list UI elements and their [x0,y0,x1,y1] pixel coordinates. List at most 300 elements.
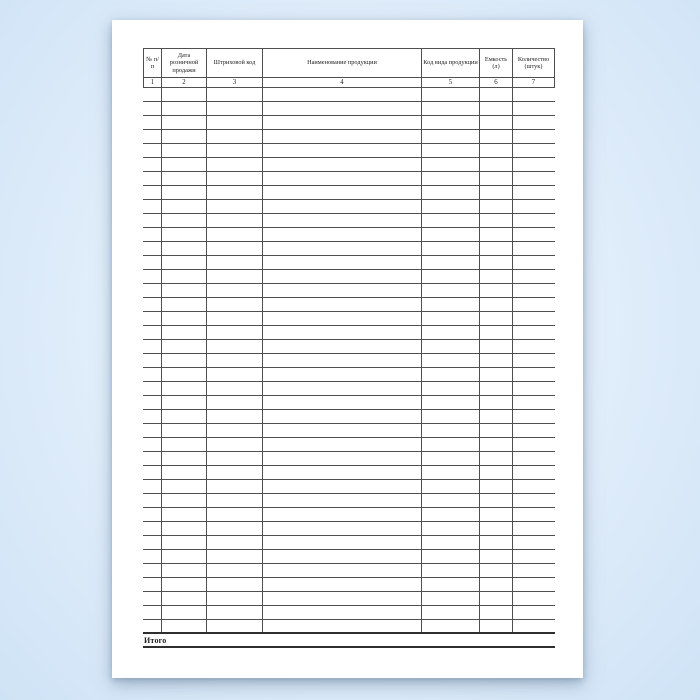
table-cell [143,494,162,507]
table-cell [513,578,555,591]
table-cell [162,522,207,535]
table-cell [143,144,162,157]
table-cell [513,480,555,493]
table-cell [513,284,555,297]
table-cell [162,284,207,297]
table-cell [207,130,263,143]
table-cell [162,592,207,605]
table-cell [513,424,555,437]
journal-form [143,48,555,648]
table-cell [480,214,513,227]
table-cell [143,620,162,632]
table-cell [263,494,422,507]
table-cell [422,592,480,605]
table-cell [422,340,480,353]
table-row [143,564,555,578]
table-cell [263,410,422,423]
table-cell [162,144,207,157]
table-cell [143,130,162,143]
table-cell [143,242,162,255]
table-cell [207,228,263,241]
table-cell [513,620,555,632]
table-row [143,116,555,130]
table-cell [162,620,207,632]
table-cell [143,480,162,493]
table-cell [143,256,162,269]
table-row [143,606,555,620]
column-header-product-code: Код вида продукции [422,48,480,78]
table-cell [162,536,207,549]
table-cell [422,508,480,521]
table-cell [480,466,513,479]
column-header-date: Дата розничной продажи [162,48,207,78]
table-cell [480,256,513,269]
table-cell [263,270,422,283]
table-cell [162,326,207,339]
column-header-product-name: Наименование продукции [263,48,422,78]
table-cell [207,382,263,395]
table-cell [143,340,162,353]
table-cell [513,340,555,353]
table-cell [143,200,162,213]
table-cell [513,214,555,227]
table-row [143,382,555,396]
table-cell [263,116,422,129]
table-row [143,172,555,186]
table-cell [422,326,480,339]
table-cell [207,242,263,255]
table-cell [162,508,207,521]
table-cell [422,158,480,171]
table-cell [513,410,555,423]
table-cell [422,256,480,269]
table-cell [143,88,162,101]
table-cell [143,326,162,339]
table-cell [513,102,555,115]
table-row [143,592,555,606]
table-cell [513,494,555,507]
table-cell [480,606,513,619]
table-row [143,522,555,536]
column-number: 6 [480,78,513,88]
table-cell [207,438,263,451]
table-cell [207,102,263,115]
table-cell [263,606,422,619]
table-cell [207,452,263,465]
table-cell [263,368,422,381]
table-cell [480,144,513,157]
table-cell [480,354,513,367]
table-cell [422,186,480,199]
table-cell [513,536,555,549]
table-cell [143,438,162,451]
table-row [143,186,555,200]
table-row [143,102,555,116]
column-header-capacity: Емкость (л) [480,48,513,78]
table-cell [513,550,555,563]
table-cell [162,368,207,381]
table-cell [480,172,513,185]
table-cell [263,564,422,577]
table-cell [162,564,207,577]
table-cell [263,592,422,605]
table-cell [143,158,162,171]
table-cell [143,550,162,563]
table-cell [207,424,263,437]
table-cell [162,340,207,353]
table-cell [263,200,422,213]
table-row [143,214,555,228]
table-cell [143,466,162,479]
table-row [143,312,555,326]
table-cell [263,620,422,632]
table-cell [207,144,263,157]
table-cell [143,578,162,591]
table-cell [207,368,263,381]
table-cell [207,340,263,353]
table-cell [207,326,263,339]
table-cell [162,578,207,591]
table-cell [422,550,480,563]
table-cell [480,284,513,297]
table-cell [422,312,480,325]
table-cell [162,200,207,213]
table-cell [422,564,480,577]
table-cell [143,592,162,605]
table-cell [513,256,555,269]
column-header-barcode: Штриховой код [207,48,263,78]
table-row [143,242,555,256]
table-cell [207,606,263,619]
table-cell [207,172,263,185]
table-cell [422,452,480,465]
table-cell [513,242,555,255]
table-cell [207,578,263,591]
table-cell [207,550,263,563]
table-cell [207,200,263,213]
table-cell [207,158,263,171]
table-cell [422,116,480,129]
table-cell [162,480,207,493]
table-cell [162,88,207,101]
table-cell [143,522,162,535]
table-cell [422,368,480,381]
table-cell [480,382,513,395]
table-cell [480,368,513,381]
table-cell [422,102,480,115]
table-cell [162,186,207,199]
table-cell [162,438,207,451]
table-cell [207,284,263,297]
table-cell [263,284,422,297]
table-row [143,158,555,172]
table-cell [263,354,422,367]
table-row [143,578,555,592]
table-cell [480,438,513,451]
column-number: 1 [143,78,162,88]
table-cell [143,172,162,185]
table-cell [263,172,422,185]
table-cell [263,144,422,157]
table-cell [263,452,422,465]
table-cell [422,466,480,479]
table-cell [422,242,480,255]
table-cell [263,214,422,227]
table-cell [207,592,263,605]
table-cell [263,480,422,493]
table-cell [480,578,513,591]
table-cell [422,606,480,619]
table-cell [513,116,555,129]
table-cell [513,298,555,311]
table-cell [143,298,162,311]
table-cell [422,144,480,157]
table-cell [162,494,207,507]
table-cell [480,494,513,507]
table-cell [480,158,513,171]
table-cell [263,340,422,353]
table-row [143,270,555,284]
table-cell [480,620,513,632]
table-row [143,144,555,158]
table-cell [263,550,422,563]
table-cell [263,256,422,269]
table-cell [143,368,162,381]
table-cell [207,214,263,227]
table-cell [422,214,480,227]
table-cell [513,466,555,479]
table-cell [207,116,263,129]
table-row [143,298,555,312]
table-cell [143,396,162,409]
table-cell [480,396,513,409]
table-cell [207,522,263,535]
table-row [143,424,555,438]
table-cell [422,298,480,311]
table-cell [263,396,422,409]
table-cell [422,438,480,451]
table-cell [513,228,555,241]
table-cell [263,382,422,395]
table-cell [480,298,513,311]
table-cell [143,186,162,199]
table-row [143,536,555,550]
table-body [143,88,555,634]
table-cell [513,564,555,577]
table-row [143,396,555,410]
table-cell [480,480,513,493]
table-row [143,200,555,214]
table-header-row [143,48,555,78]
table-cell [513,606,555,619]
table-row [143,340,555,354]
table-cell [513,312,555,325]
table-cell [143,536,162,549]
column-number: 2 [162,78,207,88]
table-cell [207,186,263,199]
table-cell [162,312,207,325]
table-cell [422,494,480,507]
table-cell [513,270,555,283]
table-cell [143,270,162,283]
table-row [143,452,555,466]
table-cell [207,88,263,101]
table-cell [480,536,513,549]
table-cell [263,242,422,255]
table-cell [513,172,555,185]
table-row [143,480,555,494]
table-cell [480,270,513,283]
table-cell [263,88,422,101]
table-cell [263,158,422,171]
table-row [143,130,555,144]
table-cell [207,256,263,269]
table-cell [480,102,513,115]
table-row [143,620,555,634]
table-cell [143,312,162,325]
table-cell [162,242,207,255]
table-cell [162,214,207,227]
table-cell [143,354,162,367]
table-cell [513,88,555,101]
table-row [143,256,555,270]
table-cell [207,620,263,632]
table-cell [422,522,480,535]
table-cell [162,606,207,619]
table-cell [263,466,422,479]
table-cell [263,186,422,199]
table-cell [513,200,555,213]
table-cell [513,144,555,157]
table-cell [422,284,480,297]
column-numbering-row [143,78,555,88]
table-cell [162,396,207,409]
table-row [143,368,555,382]
table-cell [207,480,263,493]
table-cell [263,438,422,451]
table-cell [422,620,480,632]
table-cell [143,116,162,129]
table-cell [480,564,513,577]
table-row [143,326,555,340]
table-cell [263,326,422,339]
table-cell [422,396,480,409]
table-cell [207,298,263,311]
table-cell [422,354,480,367]
table-cell [480,242,513,255]
table-cell [263,102,422,115]
table-cell [143,228,162,241]
table-cell [480,186,513,199]
table-cell [162,130,207,143]
table-cell [263,424,422,437]
table-cell [143,424,162,437]
table-cell [162,550,207,563]
table-cell [422,200,480,213]
table-cell [143,382,162,395]
table-cell [422,172,480,185]
table-cell [162,410,207,423]
table-row [143,354,555,368]
table-cell [263,130,422,143]
table-cell [422,228,480,241]
table-cell [263,578,422,591]
column-number: 4 [263,78,422,88]
table-row [143,466,555,480]
table-cell [162,382,207,395]
table-cell [422,424,480,437]
table-cell [513,158,555,171]
table-cell [480,592,513,605]
table-cell [513,508,555,521]
table-row [143,550,555,564]
table-cell [513,592,555,605]
table-row [143,88,555,102]
table-cell [263,536,422,549]
table-cell [422,88,480,101]
table-cell [480,116,513,129]
table-cell [263,522,422,535]
table-cell [143,410,162,423]
table-cell [207,354,263,367]
table-cell [513,382,555,395]
total-row [143,634,555,648]
table-cell [513,522,555,535]
table-row [143,284,555,298]
table-cell [207,536,263,549]
table-cell [513,368,555,381]
table-cell [513,130,555,143]
table-cell [263,508,422,521]
column-number: 5 [422,78,480,88]
table-cell [480,130,513,143]
table-cell [162,228,207,241]
table-cell [207,508,263,521]
table-cell [480,550,513,563]
table-cell [162,354,207,367]
table-cell [513,326,555,339]
table-cell [162,172,207,185]
table-cell [263,298,422,311]
table-cell [513,452,555,465]
table-cell [422,578,480,591]
table-cell [480,452,513,465]
column-header-num: № п/п [143,48,162,78]
table-cell [162,270,207,283]
table-row [143,410,555,424]
table-cell [162,424,207,437]
table-cell [480,312,513,325]
table-cell [480,340,513,353]
table-cell [513,354,555,367]
table-cell [162,158,207,171]
table-cell [162,256,207,269]
table-cell [207,466,263,479]
table-cell [143,214,162,227]
table-cell [422,410,480,423]
table-cell [207,494,263,507]
table-cell [480,200,513,213]
table-cell [143,508,162,521]
table-cell [480,228,513,241]
table-row [143,508,555,522]
total-label: Итого [144,636,167,645]
table-cell [207,312,263,325]
table-cell [162,102,207,115]
table-cell [422,480,480,493]
paper-sheet [112,20,583,678]
table-cell [422,130,480,143]
